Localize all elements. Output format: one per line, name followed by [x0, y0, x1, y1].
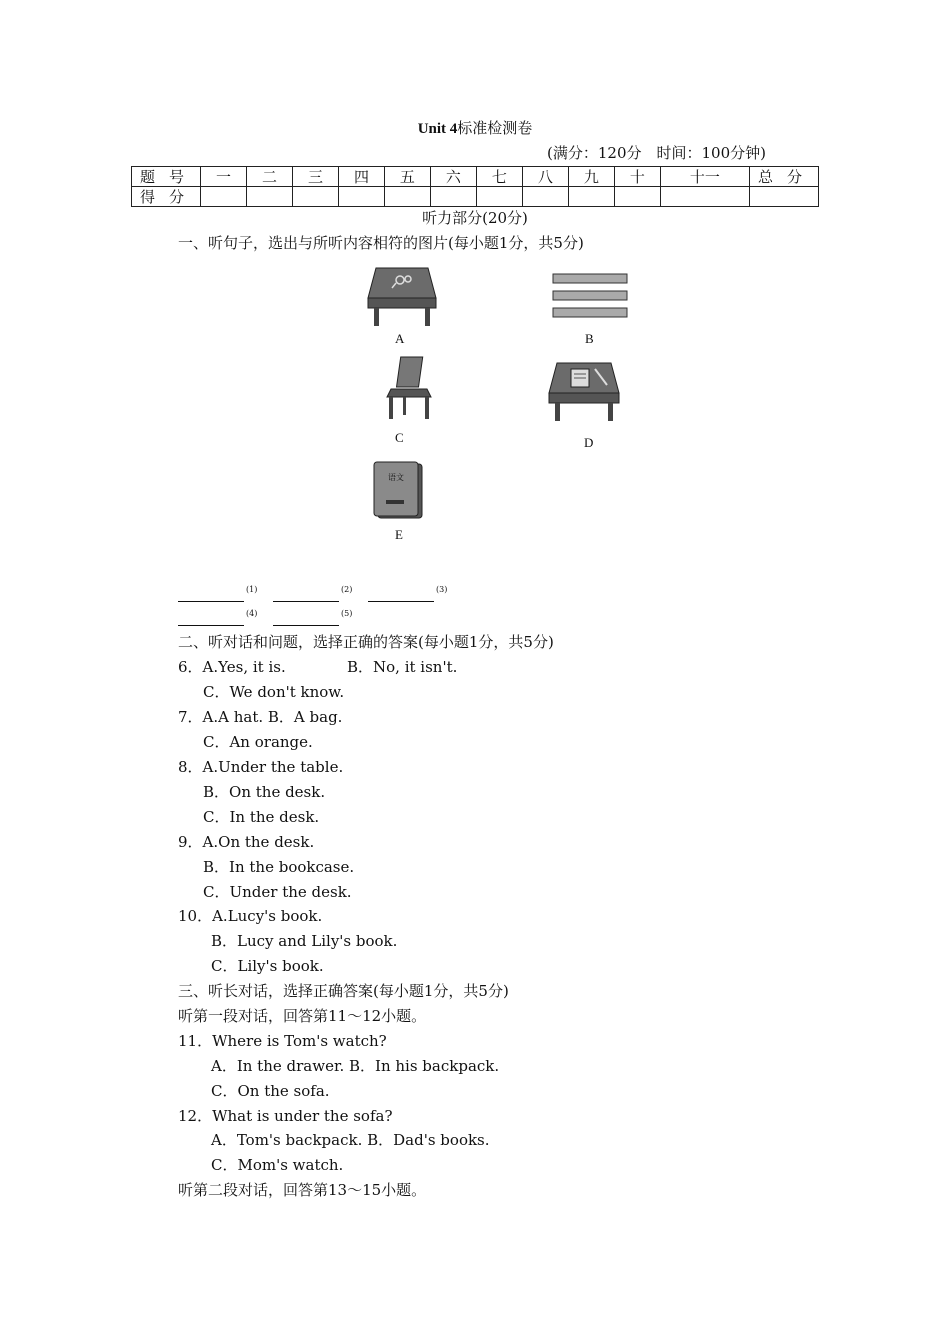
row-label-question: 题号 — [132, 167, 201, 187]
q8-option-b: B．On the desk. — [203, 783, 326, 801]
answer-blank-3: (3) — [368, 584, 447, 602]
q8-option-a: 8．A.Under the table. — [178, 758, 344, 776]
q9-option-a: 9．A.On the desk. — [178, 833, 315, 851]
score-table — [131, 166, 819, 207]
listening-heading: 听力部分(20分) — [422, 209, 528, 227]
col-5: 五 — [384, 167, 430, 187]
title-unit: Unit 4 — [417, 121, 458, 137]
q10-option-b: B．Lucy and Lily's book. — [211, 932, 398, 950]
score-cell — [750, 187, 819, 207]
q7-options-ab: 7．A.A hat. B．A bag. — [178, 708, 343, 726]
score-cell — [660, 187, 749, 207]
score-cell — [246, 187, 292, 207]
q11-question: 11．Where is Tom's watch? — [178, 1032, 387, 1050]
col-3: 三 — [292, 167, 338, 187]
q10-option-a: 10．A.Lucy's book. — [178, 907, 323, 925]
score-cell — [384, 187, 430, 207]
col-7: 七 — [476, 167, 522, 187]
answer-blank-2: (2) — [273, 584, 352, 602]
picture-label-d: D — [584, 435, 594, 450]
page-title — [0, 119, 950, 138]
q9-option-c: C．Under the desk. — [203, 883, 352, 901]
q10-option-c: C．Lily's book. — [211, 957, 324, 975]
score-cell — [568, 187, 614, 207]
row-label-score: 得分 — [132, 187, 201, 207]
score-cell — [476, 187, 522, 207]
book-title-text: 语文 — [388, 473, 404, 482]
picture-label-c: C — [395, 430, 404, 445]
dialogue2-instruction: 听第二段对话，回答第13～15小题。 — [178, 1181, 427, 1199]
answer-blank-1: (1) — [178, 584, 257, 602]
score-cell — [338, 187, 384, 207]
q11-options-ab: A．In the drawer. B．In his backpack. — [211, 1057, 500, 1075]
col-10: 十 — [614, 167, 660, 187]
score-time-info: (满分：120分 时间：100分钟) — [547, 144, 766, 162]
q7-option-c: C．An orange. — [203, 733, 313, 751]
title-text: 标准检测卷 — [457, 119, 533, 137]
score-cell — [201, 187, 247, 207]
score-cell — [522, 187, 568, 207]
score-cell — [614, 187, 660, 207]
col-4: 四 — [338, 167, 384, 187]
rulers-icon — [552, 272, 628, 320]
chair-icon — [383, 355, 435, 421]
section2-heading: 二、听对话和问题，选择正确的答案(每小题1分，共5分) — [178, 633, 554, 651]
q12-question: 12．What is under the sofa? — [178, 1107, 393, 1125]
picture-label-e: E — [395, 527, 403, 542]
q6-option-a: 6．A.Yes, it is. — [178, 658, 286, 676]
q9-option-b: B．In the bookcase. — [203, 858, 355, 876]
score-cell — [292, 187, 338, 207]
col-11: 十一 — [660, 167, 749, 187]
picture-label-a: A — [395, 331, 405, 346]
q11-option-c: C．On the sofa. — [211, 1082, 330, 1100]
col-total: 总分 — [750, 167, 819, 187]
q6-option-c: C．We don't know. — [203, 683, 345, 701]
section1-heading: 一、听句子，选出与所听内容相符的图片(每小题1分，共5分) — [178, 234, 584, 252]
chinese-book-icon — [372, 460, 426, 520]
answer-blank-5: (5) — [273, 608, 352, 626]
col-8: 八 — [522, 167, 568, 187]
picture-label-b: B — [585, 331, 594, 346]
q6-option-b: B．No, it isn't. — [347, 658, 458, 676]
score-table-header-row — [132, 167, 819, 187]
desk-with-keys-icon — [366, 264, 438, 328]
q12-options-ab: A．Tom's backpack. B．Dad's books. — [211, 1131, 490, 1149]
section3-heading: 三、听长对话，选择正确答案(每小题1分，共5分) — [178, 982, 509, 1000]
score-table-score-row — [132, 187, 819, 207]
q8-option-c: C．In the desk. — [203, 808, 320, 826]
col-6: 六 — [430, 167, 476, 187]
q12-option-c: C．Mom's watch. — [211, 1156, 344, 1174]
dialogue1-instruction: 听第一段对话，回答第11～12小题。 — [178, 1007, 427, 1025]
col-9: 九 — [568, 167, 614, 187]
col-2: 二 — [246, 167, 292, 187]
desk-with-notebook-icon — [547, 359, 621, 423]
score-cell — [430, 187, 476, 207]
col-1: 一 — [201, 167, 247, 187]
answer-blank-4: (4) — [178, 608, 257, 626]
